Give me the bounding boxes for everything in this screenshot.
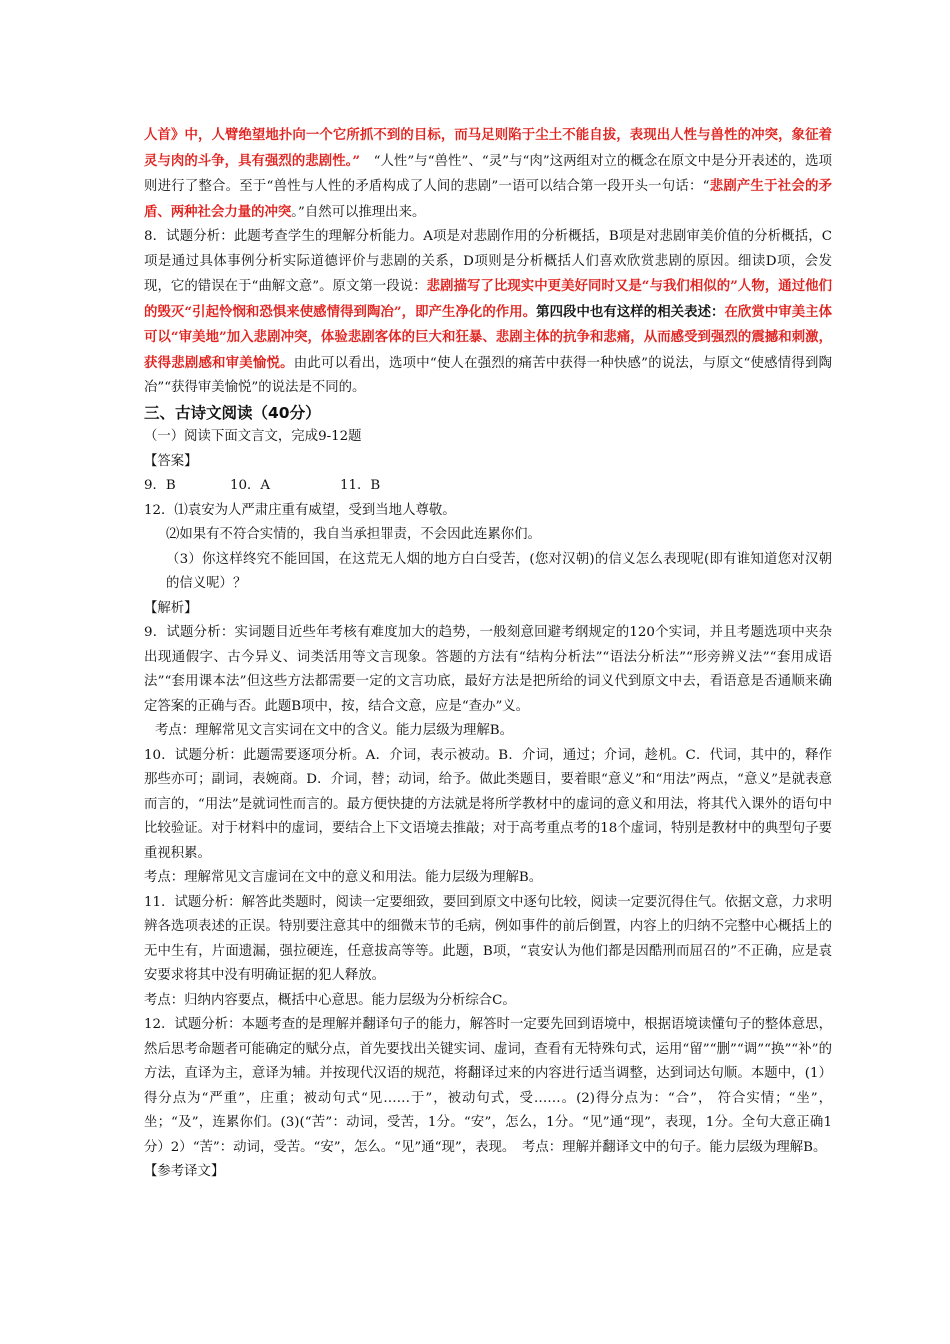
- analysis-9: 9．试题分析：实词题目近些年考核有难度加大的趋势，一般刻意回避考纲规定的120个实词，并且考题选项中夹杂出现通假字、古今异义、词类活用等文言现象。答题的方法有“结构分析法”“语法分析法”“形旁辨义法”“套用成语法”“套用课本法”但这些方法都需要一定的文言功底，最好方法是把所给的词义代到原文中去，看语意是否通顺来确定答案的正确与否。此题B项中，按，结合文意，应是“查办”义。: [144, 625, 832, 714]
- answer-12-line-2: ⑵如果有不符合实情的，我自当承担罪责，不会因此连累你们。: [166, 527, 541, 542]
- kaodian-9: 考点：理解常见文言实词在文中的含义。能力层级为理解B。: [155, 723, 513, 738]
- quote-red: 悲剧产生于社会的矛盾、两种社会力量的冲突: [144, 178, 832, 220]
- text: 由此可以看出，选项中“使人在强烈的痛苦中获得一种快感”的说法，与原文“使感情得到陶冶”“获得审美愉悦”的说法是不同的。: [144, 355, 833, 395]
- text: “人性”与“兽性”、“灵”与“肉”这两组对立的概念在原文中是分开表述的，选项则进行了整合。至于“兽性与人性的矛盾构成了人间的悲剧”一语可以结合第一段开头一句话：“: [144, 153, 832, 194]
- text: 。”自然可以推理出来。: [291, 204, 426, 220]
- answer-11: 11．B: [340, 478, 381, 493]
- text: 8．试题分析：此题考查学生的理解分析能力。A项是对悲剧作用的分析概括，B项是对悲剧审美价值的分析概括，C项是通过具体事例分析实际道德评价与悲剧的关系，D项则是分析概括人们喜欢欣赏悲剧的原因。细读D项，会发现，它的错误在于“曲解文意”。原文第一段说：: [144, 229, 832, 294]
- answer-9: 9．B: [144, 478, 176, 493]
- analysis-12: 12．试题分析：本题考查的是理解并翻译句子的能力，解答时一定要先回到语境中，根据语境读懂句子的整体意思，然后思考命题者可能确定的赋分点，首先要找出关键实词、虚词，查看有无特殊句式，运用“留”“删”“调”“换”“补”的方法，直译为主，意译为辅。并按现代汉语的规范，将翻译过来的内容进行适当调整，达到词达句顺。本题中，(1）得分点为“严重”，庄重；被动句式“见……于”，被动句式，受……。(2)得分点为：“合”， 符合实情；“坐”， 坐；“及”，连累你们。(3)(“苦”：动词，受苦，1分。“安”，怎么，1分。“见”通“现”，表现，1分。全句大意正确1分）2）“苦”：动词，受苦。“安”，怎么。“见”通“现”，表现。 考点：理解并翻译文中的句子。能力层级为理解B。: [144, 1017, 832, 1155]
- quote-red: 人首》中，人臂绝望地扑向一个它所抓不到的目标，而马足则陷于尘土不能自拔，表现出人性与兽性的冲突，象征着灵与肉的斗争，具有强烈的悲剧性。”: [144, 127, 832, 169]
- answer-row: [144, 474, 832, 499]
- section-heading: 三、古诗文阅读（40分）: [144, 403, 321, 422]
- answer-12-line-1: 12．⑴袁安为人严肃庄重有威望，受到当地人尊敬。: [144, 502, 456, 518]
- quote-red: 悲剧描写了比现实中更美好同时又是“与我们相似的”人物，通过他们的毁灭“引起怜悯和恐惧来使感情得到陶冶”，即产生净化的作用。: [144, 278, 832, 320]
- sub-heading: （一）阅读下面文言文，完成9-12题: [144, 429, 362, 444]
- kaodian-11: 考点：归纳内容要点，概括中心意思。能力层级为分析综合C。: [144, 992, 516, 1008]
- answer-10: 10．A: [230, 478, 271, 493]
- paragraph-8: [144, 225, 832, 401]
- answer-12-line-3: （3）你这样终究不能回国，在这荒无人烟的地方白白受苦，(您对汉朝)的信义怎么表现呢(即有谁知道您对汉朝的信义呢）？: [166, 551, 832, 591]
- kaodian-10: 考点：理解常见文言虚词在文中的意义和用法。能力层级为理解B。: [144, 870, 543, 885]
- quote-red: 在欣赏中审美主体可以“审美地”加入悲剧冲突，体验悲剧客体的巨大和狂暴、悲剧主体的抗争和悲痛，从而感受到强烈的震撼和刺激，获得悲剧感和审美愉悦。: [144, 303, 833, 371]
- paragraph-7-continued: [144, 123, 832, 225]
- document-page: [144, 123, 832, 1185]
- analysis-10: 10．试题分析：此题需要逐项分析。A．介词，表示被动。B．介词，通过；介词，趁机。C．代词，其中的，释作那些亦可；副词，表婉商。D．介词，替；动词，给予。做此类题目，要着眼“意义”和“用法”两点，“意义”是就表意而言的，“用法”是就词性而言的。最方便快捷的方法就是将所学教材中的虚词的意义和用法，将其代入课外的语句中比较验证。对于材料中的虚词，要结合上下文语境去推敲；对于高考重点考的18个虚词，特别是教材中的典型句子要重视积累。: [144, 747, 832, 861]
- analysis-label: 【解析】: [144, 600, 198, 616]
- text-bold: 第四段中也有这样的相关表述：: [536, 303, 725, 320]
- analysis-11: 11．试题分析：解答此类题时，阅读一定要细致，要回到原文中逐句比较，阅读一定要沉得住气。依据文意，力求明辨各选项表述的正误。特别要注意其中的细微末节的毛病，例如事件的前后倒置，内容上的归纳不完整中心概括上的无中生有，片面遗漏，强拉硬连，任意拔高等等。此题，B项，“袁安认为他们都是因酷刑而屈召的”不正确，应是袁安要求将其中没有明确证据的犯人释放。: [144, 894, 832, 983]
- answer-label: 【答案】: [144, 453, 198, 469]
- reference-translation-label: 【参考译文】: [144, 1164, 225, 1179]
